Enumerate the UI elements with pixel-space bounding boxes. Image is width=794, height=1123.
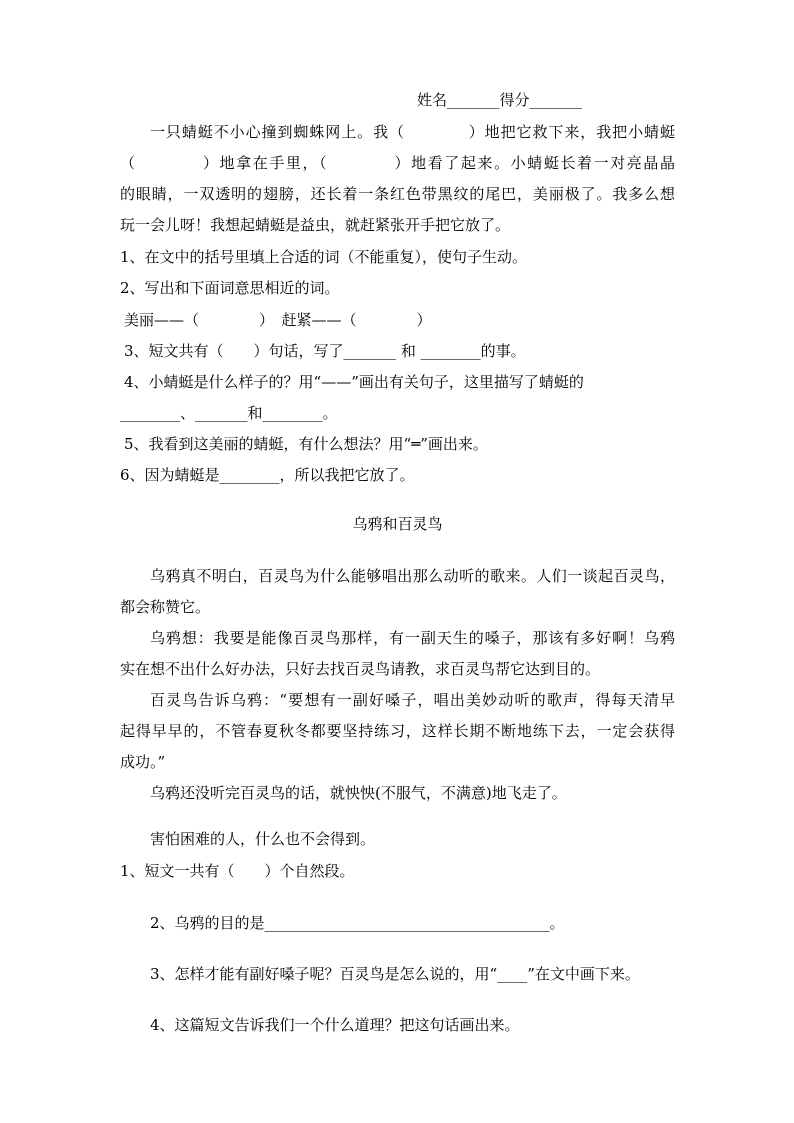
passage2-line: 乌鸦想：我要是能像百灵鸟那样，有一副天生的嗓子，那该有多好啊！乌鸦 bbox=[150, 629, 675, 647]
passage2-moral: 害怕困难的人，什么也不会得到。 bbox=[150, 830, 376, 848]
passage1-line: 的眼睛，一双透明的翅膀，还长着一条红色带黑纹的尾巴，美丽极了。我多么想 bbox=[120, 185, 675, 203]
passage2-title: 乌鸦和百灵鸟 bbox=[352, 515, 443, 533]
passage1-line: （ ）地拿在手里，（ ）地看了起来。小蜻蜓长着一对亮晶晶 bbox=[120, 154, 675, 172]
question: 美丽——（ ） 赶紧——（ ） bbox=[124, 311, 432, 329]
passage1-line: 一只蜻蜓不小心撞到蜘蛛网上。我（ ）地把它救下来，我把小蜻蜓 bbox=[150, 123, 675, 141]
question: 2、乌鸦的目的是______________________________________。 bbox=[150, 914, 565, 932]
question: 4、小蜻蜓是什么样子的？用“——”画出有关句子，这里描写了蜻蜓的 bbox=[124, 373, 584, 391]
question: 6、因为蜻蜓是________，所以我把它放了。 bbox=[120, 466, 415, 484]
passage2-line: 乌鸦还没听完百灵鸟的话，就怏怏(不服气，不满意)地飞走了。 bbox=[150, 784, 567, 802]
passage2-line: 都会称赞它。 bbox=[120, 598, 211, 616]
passage2-line: 百灵鸟告诉乌鸦：“要想有一副好嗓子，唱出美妙动听的歌声，得每天清早 bbox=[150, 691, 675, 709]
passage2-line: 起得早早的，不管春夏秋冬都要坚持练习，这样长期不断地练下去，一定会获得 bbox=[120, 722, 675, 740]
question: 1、在文中的括号里填上合适的词（不能重复），使句子生动。 bbox=[120, 248, 528, 266]
question: 5、我看到这美丽的蜻蜓，有什么想法？用“═”画出来。 bbox=[124, 435, 488, 453]
question: 3、怎样才能有副好嗓子呢？百灵鸟是怎么说的，用“____”在文中画下来。 bbox=[150, 965, 640, 983]
passage2-line: 乌鸦真不明白，百灵鸟为什么能够唱出那么动听的歌来。人们一谈起百灵鸟， bbox=[150, 567, 675, 585]
question: 3、短文共有（ ）句话，写了_______ 和 ________的事。 bbox=[124, 342, 526, 360]
question: 1、短文一共有（ ）个自然段。 bbox=[120, 862, 355, 880]
passage2-line: 实在想不出什么好办法，只好去找百灵鸟请教，求百灵鸟帮它达到目的。 bbox=[120, 660, 601, 678]
name-score-line: 姓名_______得分_______ bbox=[417, 91, 583, 109]
question: 4、这篇短文告诉我们一个什么道理？把这句话画出来。 bbox=[150, 1016, 520, 1034]
passage1-line: 玩一会儿呀！我想起蜻蜓是益虫，就赶紧张开手把它放了。 bbox=[120, 216, 511, 234]
question: 2、写出和下面词意思相近的词。 bbox=[120, 279, 340, 297]
passage2-line: 成功。” bbox=[120, 753, 166, 771]
question: ________、_______和________。 bbox=[120, 404, 338, 422]
